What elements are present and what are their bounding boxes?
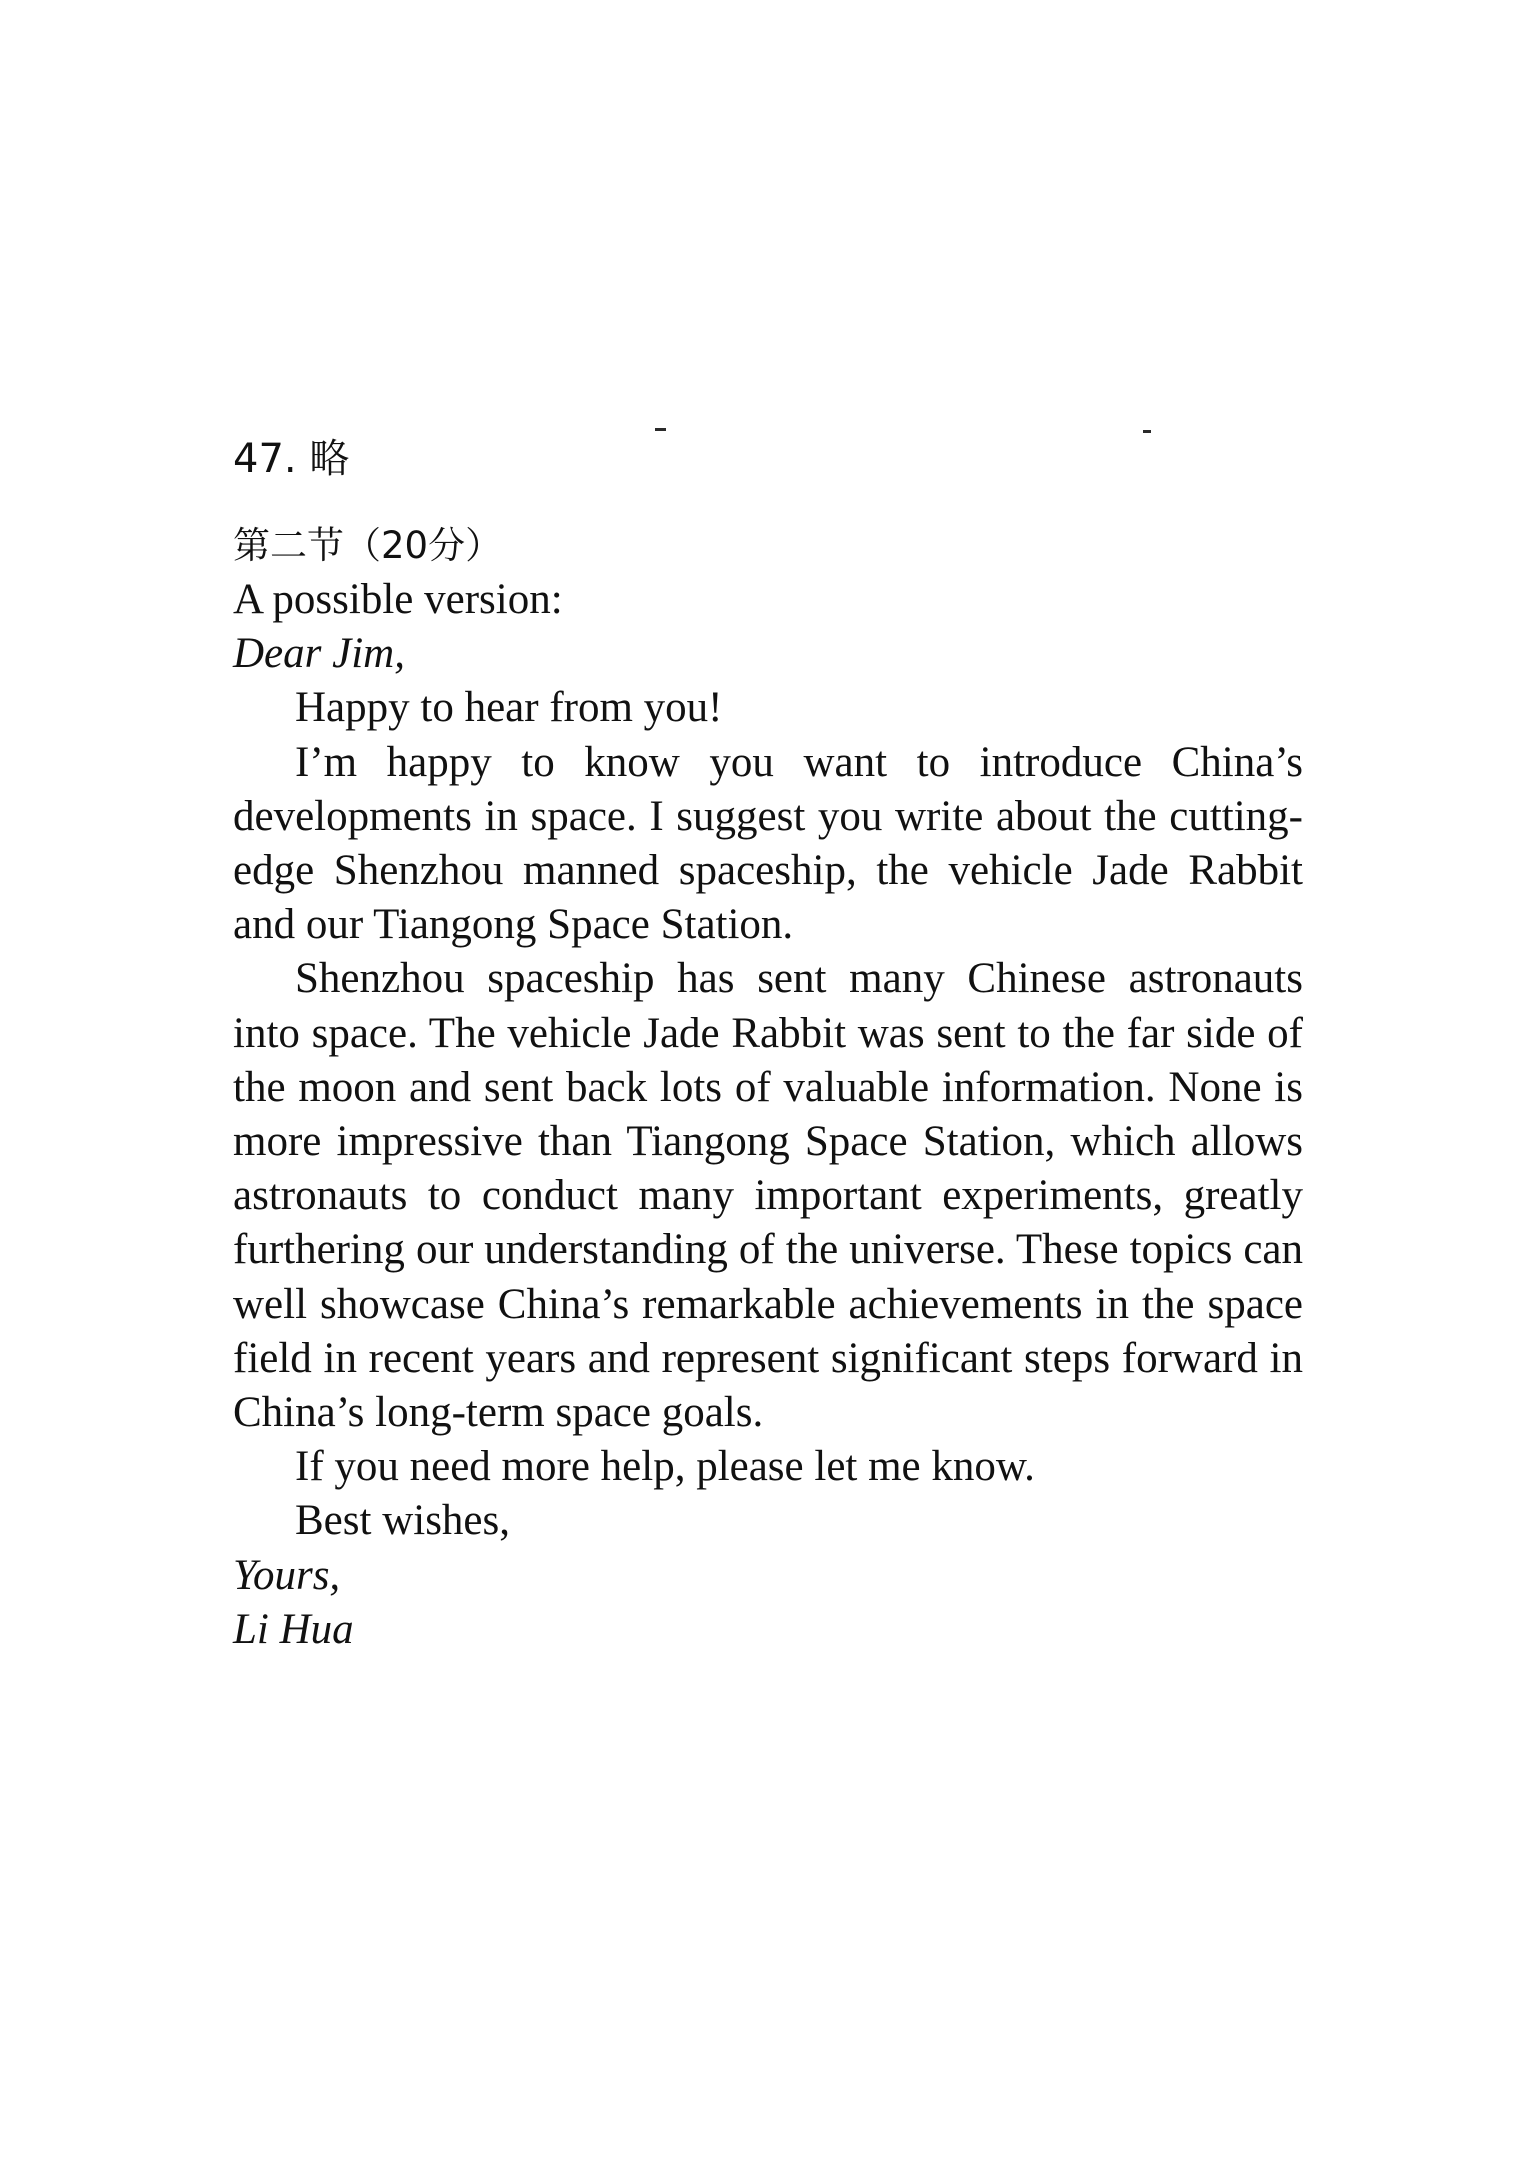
- salutation: Dear Jim,: [233, 630, 405, 678]
- section-title: 第二节（20分）: [233, 524, 503, 567]
- scan-mark: [655, 428, 666, 431]
- body-paragraph: I’m happy to know you want to introduce China’s developments in space. I suggest you write about the cutting-edge Shenzhou manned spaceship, the vehicle Jade Rabbit and our Tiangong Space Station.: [233, 738, 1303, 949]
- question-number: 47. 略: [233, 436, 350, 482]
- essay-intro: A possible version:: [233, 576, 563, 623]
- best-wishes: Best wishes,: [295, 1497, 510, 1545]
- opening-line: Happy to hear from you!: [295, 684, 723, 732]
- closing-line: If you need more help, please let me know.: [295, 1443, 1035, 1491]
- signature: Li Hua: [233, 1605, 354, 1653]
- signoff: Yours,: [233, 1551, 341, 1599]
- body-paragraph: Shenzhou spaceship has sent many Chinese astronauts into space. The vehicle Jade Rabbit was sent to the far side of the moon and sent back lots of valuable information. None is more impressive than Tiangong Space Station, which allows astronauts to conduct many important experiments, greatly furthering our understanding of the universe. These topics can well showcase China’s remarkable achievements in the space field in recent years and represent significant steps forward in China’s long-term space goals.: [233, 955, 1303, 1437]
- model-essay: [233, 573, 1303, 1657]
